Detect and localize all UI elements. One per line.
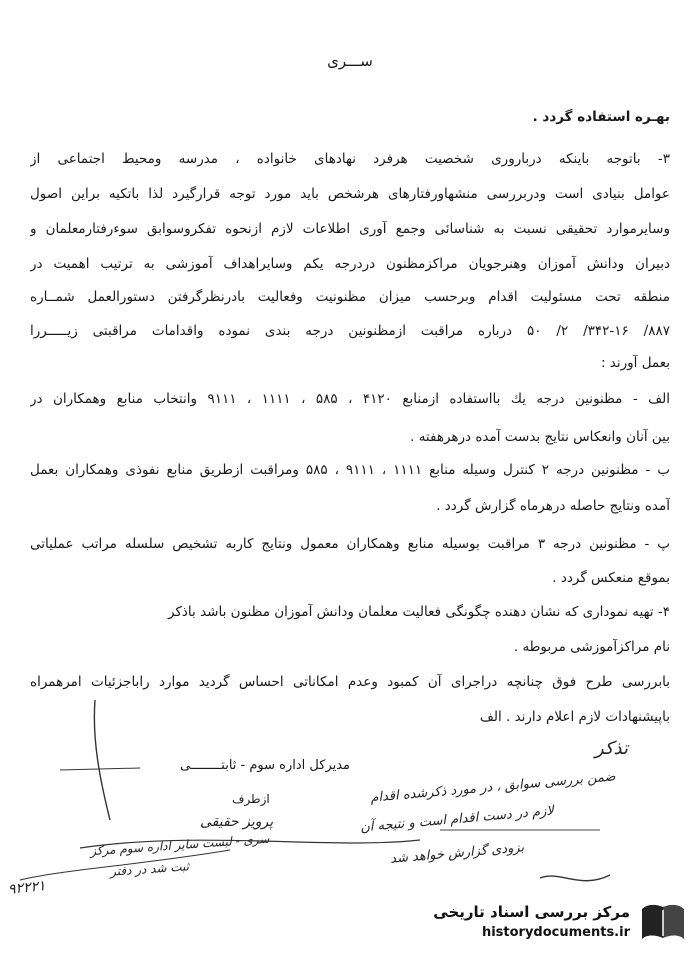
handwritten-left-line: سرى - لبست ساير اداره سوم مرکز: [89, 831, 270, 859]
text-line: ۸۸۷/ ۳۴۲-۱۶/ ۲/ ۵۰ درباره مراقبت ازمظنونين درجه بندى نموده واقدامات مراقبتى زيـــــررا: [30, 323, 670, 339]
watermark-logo: [422, 897, 694, 949]
text-line: ۳- باتوجه باینکه دربارورى شخصيت هرفرد نهادهاى خانواده ، مدرسه ومحيط اجتماعى از: [30, 151, 670, 167]
text-line: ب - مظنونين درجه ۲ کنترل وسيله منابع ۱۱۱۱ ، ۹۱۱۱ ، ۵۸۵ ومراقبت ازطريق منابع نفوذى وهمکاران بعمل: [30, 462, 670, 478]
text-line: نام مراکزآموزشى مربوطه .: [513, 639, 670, 655]
text-line: الف - مظنونين درجه يك بااستفاده ازمنابع ۴۱۲۰ ، ۵۸۵ ، ۱۱۱۱ ، ۹۱۱۱ وانتخاب منابع وهمکاران در: [30, 391, 670, 407]
text-line: باپيشنهادات لازم اعلام دارند . الف: [479, 709, 670, 725]
handwritten-note-line: لازم در دست اقدام است و نتيجه آن: [359, 803, 555, 836]
handwritten-note-line: بزودى گزارش خواهد شد: [389, 840, 525, 867]
text-line: بين آنان وانعکاس نتايج بدست آمده درهرهفته .: [410, 429, 670, 445]
text-line: بعمل آورند :: [600, 355, 670, 371]
handwritten-number: ۹۲۲۲۱: [7, 878, 47, 898]
signature-title: مديرکل اداره سوم - ثابتــــــــى: [180, 758, 351, 773]
text-line: پ - مظنونين درجه ۳ مراقبت بوسيله منابع وهمکاران معمول ونتايج کاربه تشخيص سلسله مراتب عملياتى: [30, 536, 670, 552]
text-line: وسايرموارد تحقيقى نسبت به شناسائى وجمع آورى اطلاعات لازم ازنحوه تفکروسوابق سوءرفتارمعلمان و: [30, 221, 670, 237]
signer-name: پرويز حقيقى: [200, 814, 274, 830]
text-line: آمده ونتايج حاصله درهرماه گزارش گردد .: [436, 498, 670, 514]
on-behalf-label: ازطرف: [232, 792, 270, 806]
text-line: دبيران ودانش آموزان وهنرجويان مراکزمظنون دردرجه يکم وسايراهداف آموزشى به ترتيب اهميت در: [30, 256, 670, 272]
text-line: منطقه تحت مسئوليت اقدام وبرحسب ميزان مظنونيت وفعاليت بادرنظرگرفتن دستورالعمل شمــاره: [30, 289, 670, 305]
watermark-url: historydocuments.ir: [481, 925, 630, 940]
handwritten-note-line: ضمن بررسى سوابق ، در مورد ذکرشده اقدام: [369, 769, 617, 806]
text-line: بابررسى طرح فوق چنانچه دراجراى آن کمبود وعدم امکاناتى احساس گرديد موارد راباجزئيات امرهمراه: [30, 674, 670, 690]
text-line: بهـره استفاده گردد .: [532, 109, 670, 125]
text-line: عوامل بنيادى است ودربررسى منشهاورفتارهاى هرشخص بايد مورد توجه قرارگيرد لذا باتکيه براين اصول: [30, 186, 670, 202]
book-logo-icon: [638, 901, 688, 945]
handwritten-strokes: [0, 700, 700, 900]
handwritten-left-line: ثبت شد در دفتر: [109, 859, 190, 879]
text-line: بموقع منعکس گردد .: [552, 570, 670, 586]
classification-label: ســـری: [327, 52, 373, 70]
watermark-title: مرکز بررسى اسناد تاريخى: [433, 903, 630, 921]
handwritten-note-title: تذکر: [595, 738, 628, 759]
text-line: ۴- تهيه نمودارى که نشان دهنده چگونگى فعاليت معلمان ودانش آموزان مظنون باشد باذکر: [168, 604, 670, 620]
